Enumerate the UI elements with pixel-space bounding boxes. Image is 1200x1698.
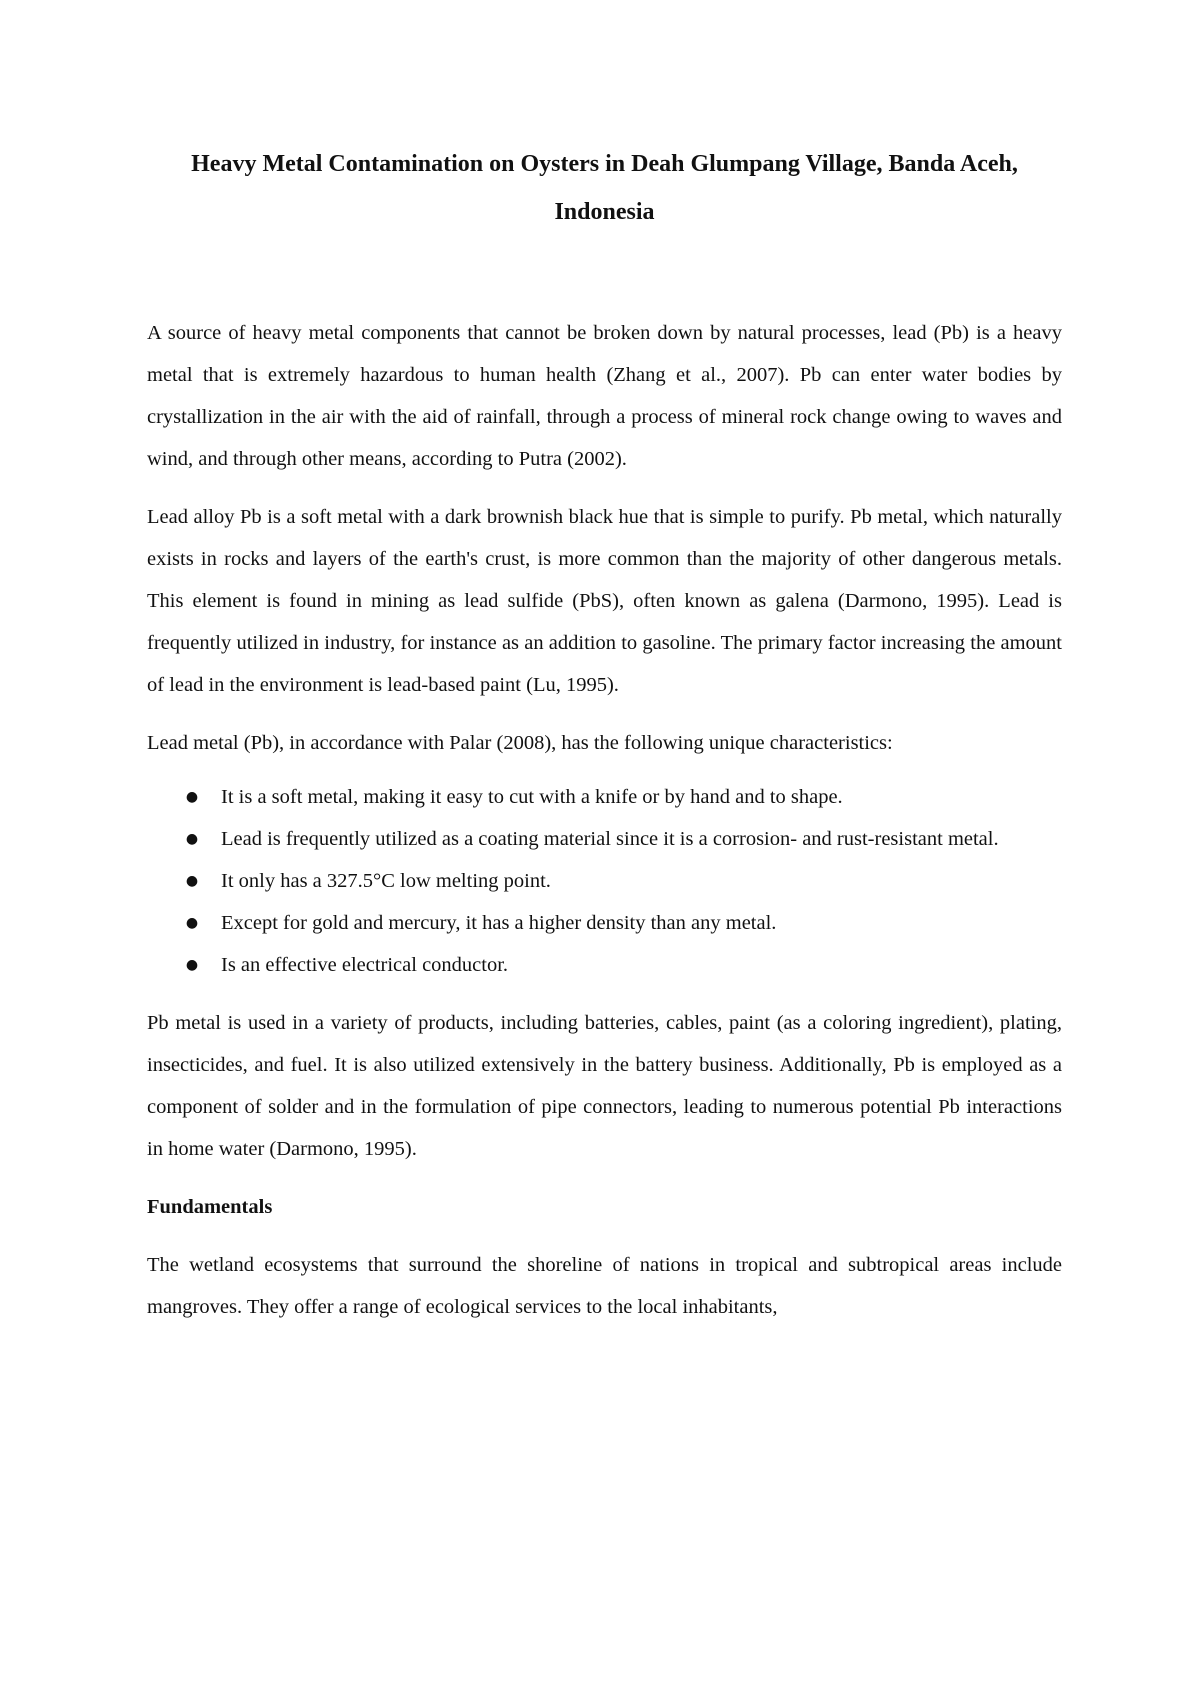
list-item bbox=[147, 902, 1062, 944]
list-item bbox=[147, 860, 1062, 902]
paragraph-lead-source: A source of heavy metal components that cannot be broken down by natural processes, lead (Pb) is a heavy metal that is extremely hazardous to human health (Zhang et al., 2007). Pb can enter water bodies by crystallization in the air with the aid of rainfall, through a process of mineral rock change owing to waves and wind, and through other means, according to Putra (2002). bbox=[147, 322, 1062, 470]
document-title: Heavy Metal Contamination on Oysters in Deah Glumpang Village, Banda Aceh, Indonesia bbox=[191, 151, 1018, 225]
list-item-text: It only has a 327.5°C low melting point. bbox=[221, 870, 551, 892]
bullet-icon: ● bbox=[185, 831, 199, 847]
document-body bbox=[147, 140, 1062, 1328]
paragraph-fundamentals: The wetland ecosystems that surround the shoreline of nations in tropical and subtropical areas include mangroves. They offer a range of ecological services to the local inhabitants, bbox=[147, 1254, 1062, 1318]
paragraph-lead-alloy: Lead alloy Pb is a soft metal with a dark brownish black hue that is simple to purify. Pb metal, which naturally exists in rocks and layers of the earth's crust, is more common than the majority of other dangerous metals. This element is found in mining as lead sulfide (PbS), often known as galena (Darmono, 1995). Lead is frequently utilized in industry, for instance as an addition to gasoline. The primary factor increasing the amount of lead in the environment is lead-based paint (Lu, 1995). bbox=[147, 506, 1062, 696]
characteristics-list bbox=[147, 776, 1062, 986]
list-item-text: Except for gold and mercury, it has a higher density than any metal. bbox=[221, 912, 777, 934]
section-heading-fundamentals: Fundamentals bbox=[147, 1196, 273, 1218]
list-item bbox=[147, 818, 1062, 860]
paragraph-pb-uses: Pb metal is used in a variety of products, including batteries, cables, paint (as a coloring ingredient), plating, insecticides, and fuel. It is also utilized extensively in the battery business. Additionally, Pb is employed as a component of solder and in the formulation of pipe connectors, leading to numerous potential Pb interactions in home water (Darmono, 1995). bbox=[147, 1012, 1062, 1160]
list-item bbox=[147, 944, 1062, 986]
bullet-icon: ● bbox=[185, 957, 199, 973]
bullet-icon: ● bbox=[185, 789, 199, 805]
paragraph-characteristics-intro: Lead metal (Pb), in accordance with Palar (2008), has the following unique characteristics: bbox=[147, 732, 893, 754]
bullet-icon: ● bbox=[185, 873, 199, 889]
bullet-icon: ● bbox=[185, 915, 199, 931]
list-item-text: It is a soft metal, making it easy to cut with a knife or by hand and to shape. bbox=[221, 786, 843, 808]
list-item-text: Lead is frequently utilized as a coating material since it is a corrosion- and rust-resistant metal. bbox=[221, 828, 999, 850]
list-item bbox=[147, 776, 1062, 818]
list-item-text: Is an effective electrical conductor. bbox=[221, 954, 509, 976]
